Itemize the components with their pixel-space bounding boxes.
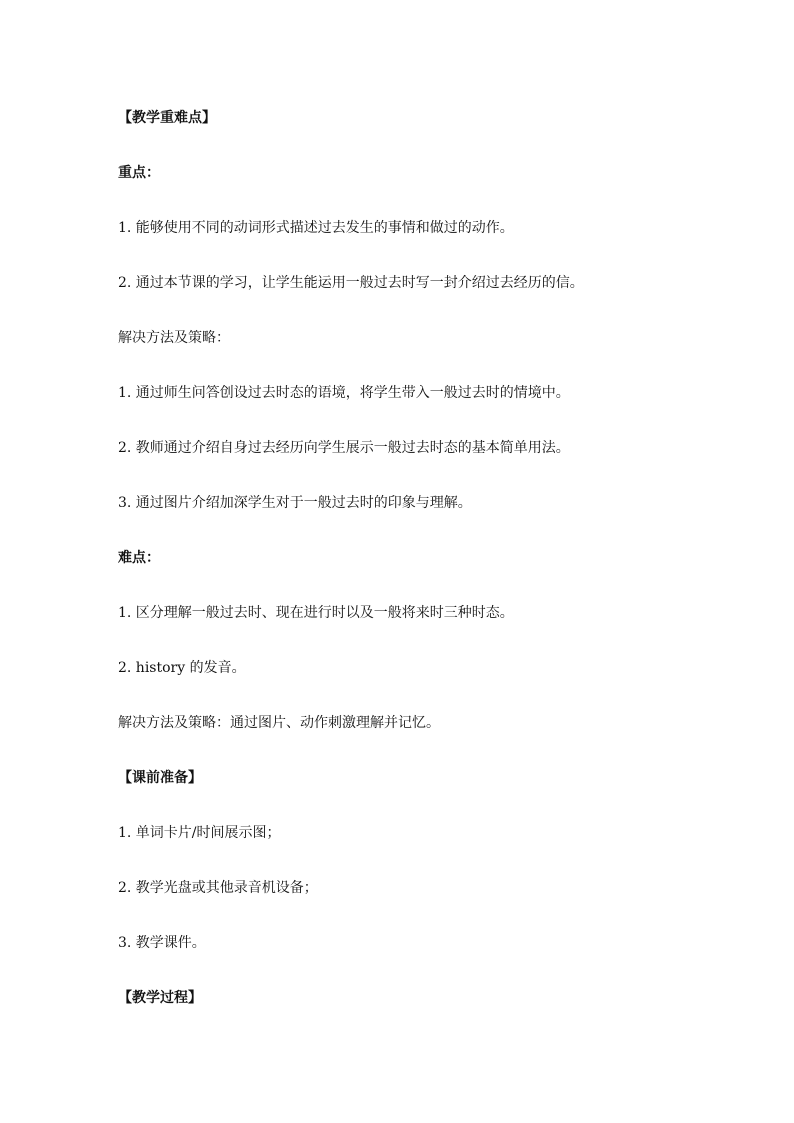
focus-solution-label: 解决方法及策略： [118,330,230,346]
preparation-item-1: 1. 单词卡片/时间展示图； [118,825,281,841]
focus-solution-item-3: 3. 通过图片介绍加深学生对于一般过去时的印象与理解。 [118,495,472,511]
difficulty-heading: 难点： [118,550,160,566]
preparation-item-2: 2. 教学光盘或其他录音机设备； [118,880,318,896]
focus-heading: 重点： [118,165,160,181]
difficulty-item-2: 2. history 的发音。 [118,660,246,676]
process-heading: 【教学过程】 [118,990,202,1006]
difficulty-item-1: 1. 区分理解一般过去时、现在进行时以及一般将来时三种时态。 [118,605,514,621]
focus-item-1: 1. 能够使用不同的动词形式描述过去发生的事情和做过的动作。 [118,220,514,236]
focus-item-2: 2. 通过本节课的学习，让学生能运用一般过去时写一封介绍过去经历的信。 [118,275,584,291]
preparation-heading: 【课前准备】 [118,770,202,786]
key-points-heading: 【教学重难点】 [118,110,216,126]
focus-solution-item-1: 1. 通过师生问答创设过去时态的语境，将学生带入一般过去时的情境中。 [118,385,570,401]
preparation-item-3: 3. 教学课件。 [118,935,206,951]
focus-solution-item-2: 2. 教师通过介绍自身过去经历向学生展示一般过去时态的基本简单用法。 [118,440,570,456]
difficulty-solution: 解决方法及策略：通过图片、动作刺激理解并记忆。 [118,715,440,731]
